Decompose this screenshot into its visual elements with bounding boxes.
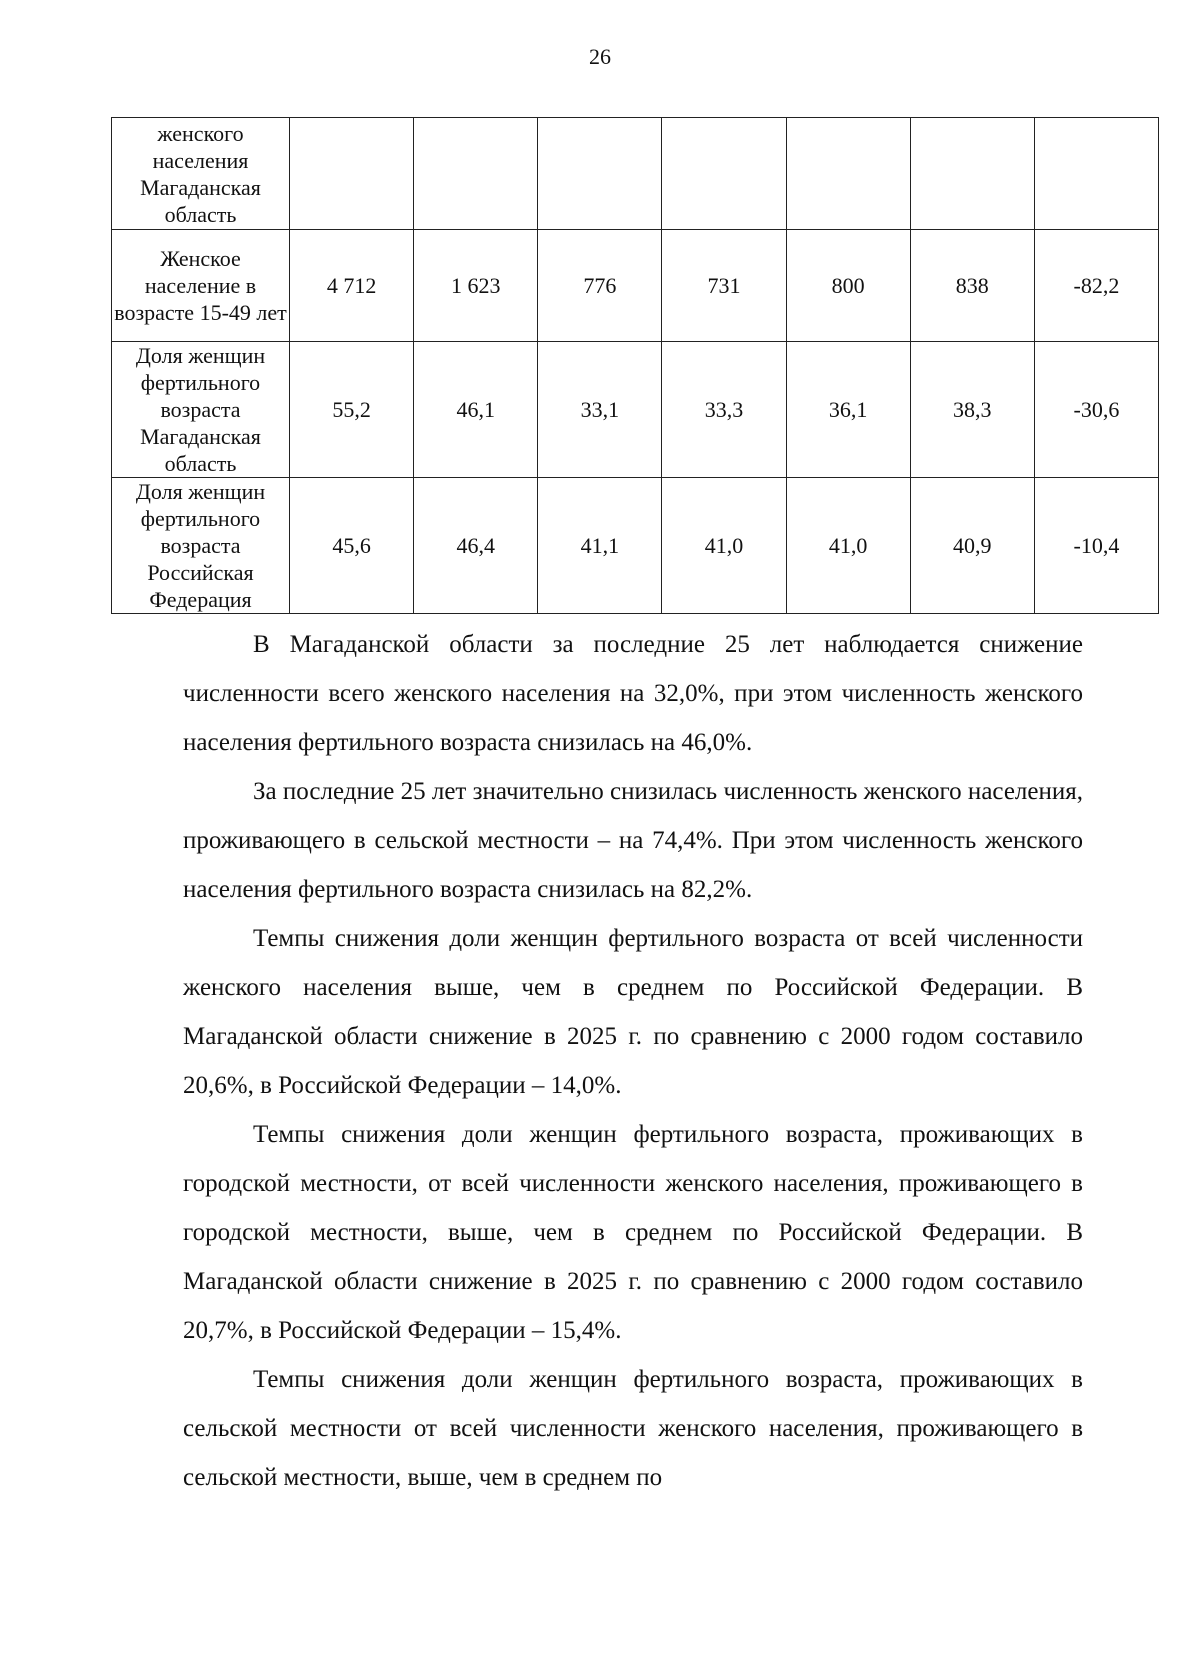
table-row: [112, 342, 1159, 478]
table-cell: 41,0: [786, 478, 910, 614]
table-cell: [786, 118, 910, 230]
table-cell: [414, 118, 538, 230]
paragraph: За последние 25 лет значительно снизилась численность женского населения, проживающего в сельской местности – на 74,4%. При этом численность женского населения фертильного возраста снизилась на 82,2%.: [183, 778, 1083, 903]
table-cell: 4 712: [290, 230, 414, 342]
row-label: Женское население в возрасте 15-49 лет: [112, 230, 290, 342]
table-cell: 33,3: [662, 342, 786, 478]
table-row: [112, 118, 1159, 230]
demographics-table: [111, 117, 1159, 614]
table-cell: -10,4: [1034, 478, 1158, 614]
body-text: [183, 620, 1083, 1502]
table-cell: 41,1: [538, 478, 662, 614]
row-label: женского населения Магаданская область: [112, 118, 290, 230]
row-label: Доля женщин фертильного возраста Российская Федерация: [112, 478, 290, 614]
table-cell: [538, 118, 662, 230]
table-cell: 800: [786, 230, 910, 342]
table-cell: 1 623: [414, 230, 538, 342]
table-cell: 41,0: [662, 478, 786, 614]
table-cell: -82,2: [1034, 230, 1158, 342]
row-label: Доля женщин фертильного возраста Магаданская область: [112, 342, 290, 478]
page-number: 26: [589, 44, 611, 69]
table-row: [112, 230, 1159, 342]
paragraph: Темпы снижения доли женщин фертильного возраста, проживающих в городской местности, от всей численности женского населения, проживающего в городской местности, выше, чем в среднем по Российской Федерации. В Магаданской области снижение в 2025 г. по сравнению с 2000 годом составило 20,7%, в Российской Федерации – 15,4%.: [183, 1121, 1083, 1344]
table-cell: [290, 118, 414, 230]
table-cell: [910, 118, 1034, 230]
table-cell: 55,2: [290, 342, 414, 478]
table-cell: 33,1: [538, 342, 662, 478]
table-cell: [1034, 118, 1158, 230]
paragraph: Темпы снижения доли женщин фертильного возраста, проживающих в сельской местности от всей численности женского населения, проживающего в сельской местности, выше, чем в среднем по: [183, 1366, 1083, 1491]
table-cell: 45,6: [290, 478, 414, 614]
table-cell: 776: [538, 230, 662, 342]
paragraph: В Магаданской области за последние 25 лет наблюдается снижение численности всего женского населения на 32,0%, при этом численность женского населения фертильного возраста снизилась на 46,0%.: [183, 631, 1083, 756]
paragraph: Темпы снижения доли женщин фертильного возраста от всей численности женского населения выше, чем в среднем по Российской Федерации. В Магаданской области снижение в 2025 г. по сравнению с 2000 годом составило 20,6%, в Российской Федерации – 14,0%.: [183, 925, 1083, 1099]
table-cell: 46,1: [414, 342, 538, 478]
table-cell: 36,1: [786, 342, 910, 478]
table-cell: 731: [662, 230, 786, 342]
table-cell: [662, 118, 786, 230]
table-row: [112, 478, 1159, 614]
table-cell: 38,3: [910, 342, 1034, 478]
table-cell: 40,9: [910, 478, 1034, 614]
table-cell: 46,4: [414, 478, 538, 614]
table-cell: -30,6: [1034, 342, 1158, 478]
table-cell: 838: [910, 230, 1034, 342]
